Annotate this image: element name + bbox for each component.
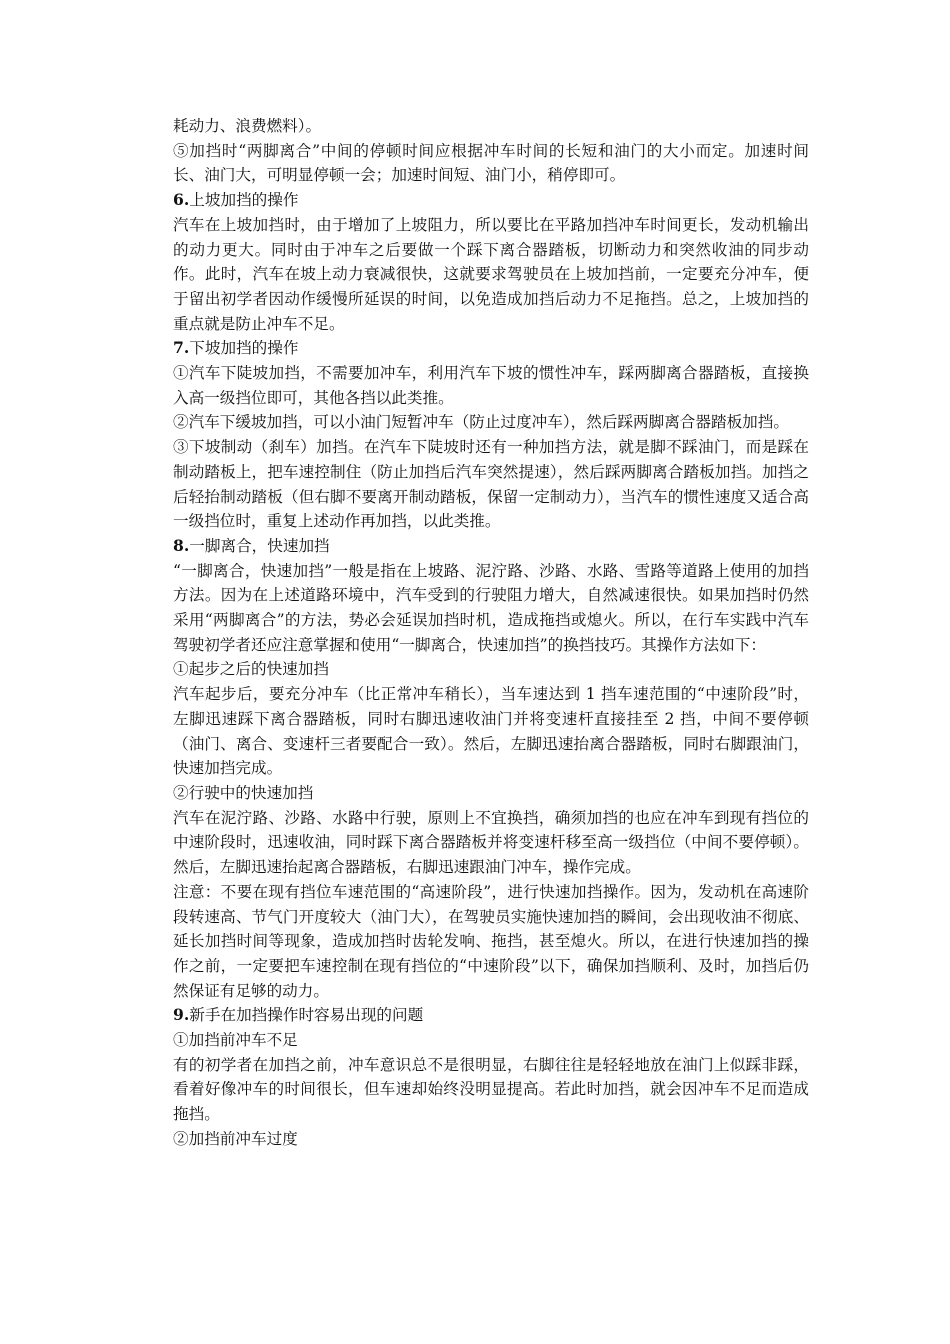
document-body — [173, 114, 809, 1152]
paragraph: ③下坡制动（刹车）加挡。在汽车下陡坡时还有一种加挡方法，就是脚不踩油门，而是踩在制动踏板上，把车速控制住（防止加挡后汽车突然提速），然后踩两脚离合踏板加挡。加挡之后轻抬制动踏板（但右脚不要离开制动踏板，保留一定制动力），当汽车的惯性速度又适合高一级挡位时，重复上述动作再加挡，以此类推。 — [173, 438, 809, 531]
paragraph: 耗动力、浪费燃料）。 — [173, 117, 322, 135]
section-heading-7 — [173, 336, 809, 361]
section-number: 9. — [173, 1005, 190, 1025]
paragraph: 汽车在泥泞路、沙路、水路中行驶，原则上不宜换挡，确须加挡的也应在冲车到现有挡位的中速阶段时，迅速收油，同时踩下离合器踏板并将变速杆移至高一级挡位（中间不要停顿）。然后，左脚迅速抬起离合器踏板，右脚迅速跟油门冲车，操作完成。 — [173, 808, 809, 877]
paragraph: ①起步之后的快速加挡 — [173, 660, 329, 679]
paragraph: ②行驶中的快速加挡 — [173, 783, 314, 802]
section-number: 7. — [173, 338, 190, 358]
section-heading-6 — [173, 188, 809, 213]
section-title: 新手在加挡操作时容易出现的问题 — [189, 1006, 424, 1025]
section-title: 一脚离合，快速加挡 — [189, 536, 330, 555]
paragraph: 注意：不要在现有挡位车速范围的“高速阶段”，进行快速加挡操作。因为，发动机在高速阶段转速高、节气门开度较大（油门大），在驾驶员实施快速加挡的瞬间，会出现收油不彻底、延长加挡时间等现象，造成加挡时齿轮发响、拖挡，甚至熄火。所以，在进行快速加挡的操作之前，一定要把车速控制在现有挡位的“中速阶段”以下，确保加挡顺利、及时，加挡后仍然保证有足够的动力。 — [173, 882, 809, 1000]
section-heading-9 — [173, 1003, 809, 1028]
paragraph: 汽车起步后，要充分冲车（比正常冲车稍长），当车速达到 1 挡车速范围的“中速阶段”时，左脚迅速踩下离合器踏板，同时右脚迅速收油门并将变速杆直接挂至 2 挡，中间不要停顿（油门、离合、变速杆三者要配合一致）。然后，左脚迅速抬离合器踏板，同时右脚跟油门，快速加挡完成。 — [173, 685, 809, 778]
paragraph: ②汽车下缓坡加挡，可以小油门短暂冲车（防止过度冲车），然后踩两脚离合器踏板加挡。 — [173, 413, 789, 432]
paragraph: “一脚离合，快速加挡”一般是指在上坡路、泥泞路、沙路、水路、雪路等道路上使用的加挡方法。因为在上述道路环境中，汽车受到的行驶阻力增大，自然减速很快。如果加挡时仍然采用“两脚离合”的方法，势必会延误加挡时机，造成拖挡或熄火。所以，在行车实践中汽车驾驶初学者还应注意掌握和使用“一脚离合，快速加挡”的换挡技巧。其操作方法如下： — [173, 561, 809, 654]
paragraph: 有的初学者在加挡之前，冲车意识总不是很明显，右脚往往是轻轻地放在油门上似踩非踩，看着好像冲车的时间很长，但车速却始终没明显提高。若此时加挡，就会因冲车不足而造成拖挡。 — [173, 1055, 809, 1124]
section-number: 6. — [173, 190, 190, 210]
paragraph: ②加挡前冲车过度 — [173, 1129, 298, 1148]
paragraph: ⑤加挡时“两脚离合”中间的停顿时间应根据冲车时间的长短和油门的大小而定。加速时间长、油门大，可明显停顿一会；加速时间短、油门小，稍停即可。 — [173, 141, 809, 185]
paragraph: ①汽车下陡坡加挡，不需要加冲车，利用汽车下坡的惯性冲车，踩两脚离合器踏板，直接换入高一级挡位即可，其他各挡以此类推。 — [173, 364, 809, 407]
section-number: 8. — [173, 535, 190, 555]
paragraph: ①加挡前冲车不足 — [173, 1031, 298, 1050]
paragraph: 汽车在上坡加挡时，由于增加了上坡阻力，所以要比在平路加挡冲车时间更长，发动机输出的动力更大。同时由于冲车之后要做一个踩下离合器踏板，切断动力和突然收油的同步动作。此时，汽车在坡上动力衰减很快，这就要求驾驶员在上坡加挡前，一定要充分冲车，便于留出初学者因动作缓慢所延误的时间，以免造成加挡后动力不足拖挡。总之，上坡加挡的重点就是防止冲车不足。 — [173, 215, 809, 333]
section-heading-8 — [173, 534, 809, 559]
section-title: 下坡加挡的操作 — [189, 339, 299, 358]
section-title: 上坡加挡的操作 — [189, 191, 299, 210]
